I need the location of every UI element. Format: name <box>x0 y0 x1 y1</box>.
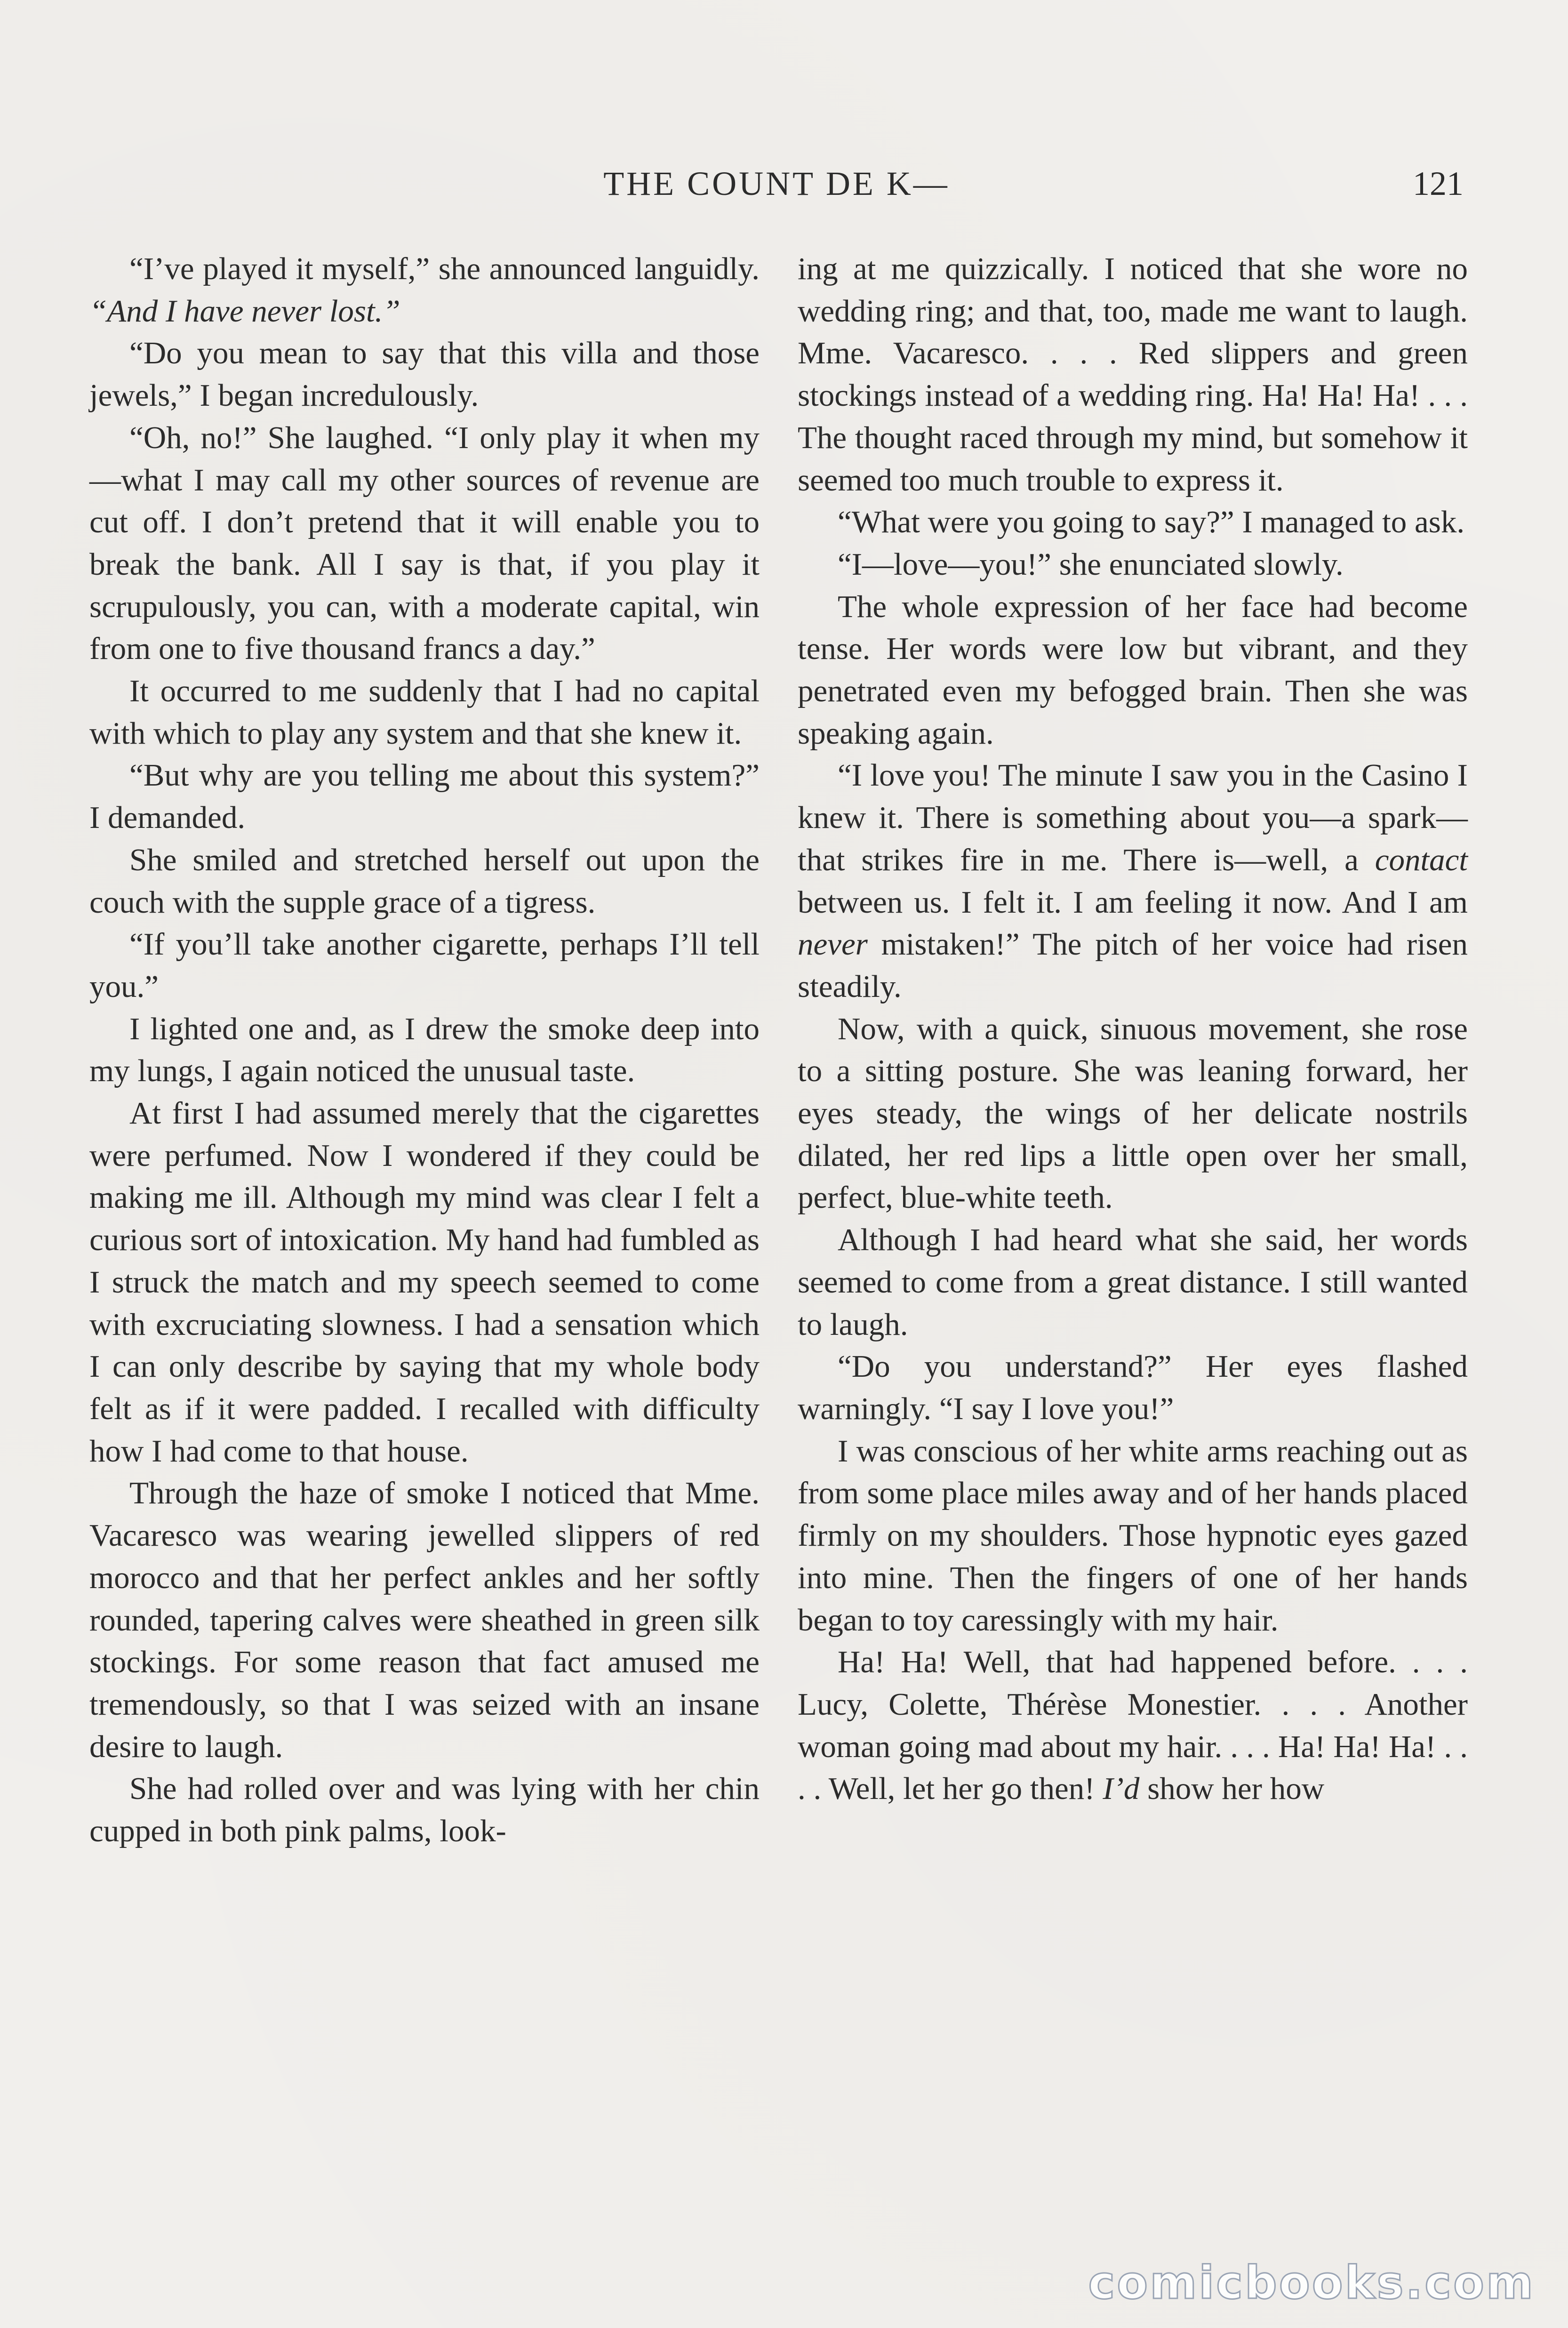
paragraph: She had rolled over and was lying with her chin cupped in both pink palms, look- <box>89 1771 760 1849</box>
page-header <box>89 160 1464 207</box>
paragraph: “I love you! The minute I saw you in the Casino I knew it. There is something about you—a spark—that strikes fire in me. There is—well, a contact between us. I felt it. I am feeling it now. And I am never mistaken!” The pitch of her voice had risen steadily. <box>798 758 1468 1004</box>
paragraph: I was conscious of her white arms reaching out as from some place miles away and of her hands placed firmly on my shoulders. Those hypnotic eyes gazed into mine. Then the fingers of one of her hands began to toy caressingly with my hair. <box>798 1433 1468 1638</box>
text-column-left <box>89 248 760 1853</box>
paragraph: ing at me quizzically. I noticed that she wore no wedding ring; and that, too, made me want to laugh. Mme. Vacaresco. . . . Red slippers and green stockings instead of a wedding ring. Ha! Ha! Ha! . . . The thought raced through my mind, but somehow it seemed too much trouble to express it. <box>798 251 1468 498</box>
running-title: THE COUNT DE K— <box>603 165 950 202</box>
paragraph: “Do you understand?” Her eyes flashed warningly. “I say I love you!” <box>798 1349 1468 1426</box>
paragraph: “I—love—you!” she enunciated slowly. <box>838 546 1344 582</box>
paragraph: “I’ve played it myself,” she announced languidly. “And I have never lost.” <box>89 251 760 329</box>
paragraph: It occurred to me suddenly that I had no capital with which to play any system and that she knew it. <box>89 674 760 751</box>
paragraph: Now, with a quick, sinuous movement, she rose to a sitting posture. She was leaning forward, her eyes steady, the wings of her delicate nostrils dilated, her red lips a little open over her small, perfect, blue-white teeth. <box>798 1011 1468 1215</box>
paragraph: I lighted one and, as I drew the smoke deep into my lungs, I again noticed the unusual taste. <box>89 1011 760 1089</box>
paragraph: She smiled and stretched herself out upon the couch with the supple grace of a tigress. <box>89 842 760 920</box>
paragraph: “If you’ll take another cigarette, perhaps I’ll tell you.” <box>89 927 760 1004</box>
paragraph: “Do you mean to say that this villa and those jewels,” I began incredulously. <box>89 336 760 413</box>
paragraph: The whole expression of her face had become tense. Her words were low but vibrant, and they penetrated even my befogged brain. Then she was speaking again. <box>798 589 1468 751</box>
paragraph: At first I had assumed merely that the cigarettes were perfumed. Now I wondered if they could be making me ill. Although my mind was clear I felt a curious sort of intoxication. My hand had fumbled as I struck the match and my speech seemed to come with excruciating slowness. I had a sensation which I can only describe by saying that my whole body felt as if it were padded. I recalled with difficulty how I had come to that house. <box>89 1096 760 1469</box>
paragraph: “But why are you telling me about this system?” I demanded. <box>89 758 760 835</box>
text-column-right <box>798 248 1468 1810</box>
watermark: comicbooks.com <box>1088 2256 1535 2309</box>
paragraph: Through the haze of smoke I noticed that Mme. Vacaresco was wearing jewelled slippers of red morocco and that her perfect ankles and her softly rounded, tapering calves were sheathed in green silk stockings. For some reason that fact amused me tremendously, so that I was seized with an insane desire to laugh. <box>89 1476 760 1764</box>
page-number: 121 <box>1413 165 1464 202</box>
paragraph: “What were you going to say?” I managed to ask. <box>838 505 1465 540</box>
paragraph: “Oh, no!” She laughed. “I only play it when my—what I may call my other sources of revenue are cut off. I don’t pretend that it will enable you to break the bank. All I say is that, if you play it scrupulously, you can, with a moderate capital, win from one to five thousand francs a day.” <box>89 420 760 666</box>
paragraph: Although I had heard what she said, her words seemed to come from a great distance. I still wanted to laugh. <box>798 1222 1468 1342</box>
paragraph: Ha! Ha! Well, that had happened before. . . . Lucy, Colette, Thérèse Monestier. . . . Another woman going mad about my hair. . . . Ha! Ha! Ha! . . . . Well, let her go then! I’d show her how <box>798 1645 1468 1806</box>
